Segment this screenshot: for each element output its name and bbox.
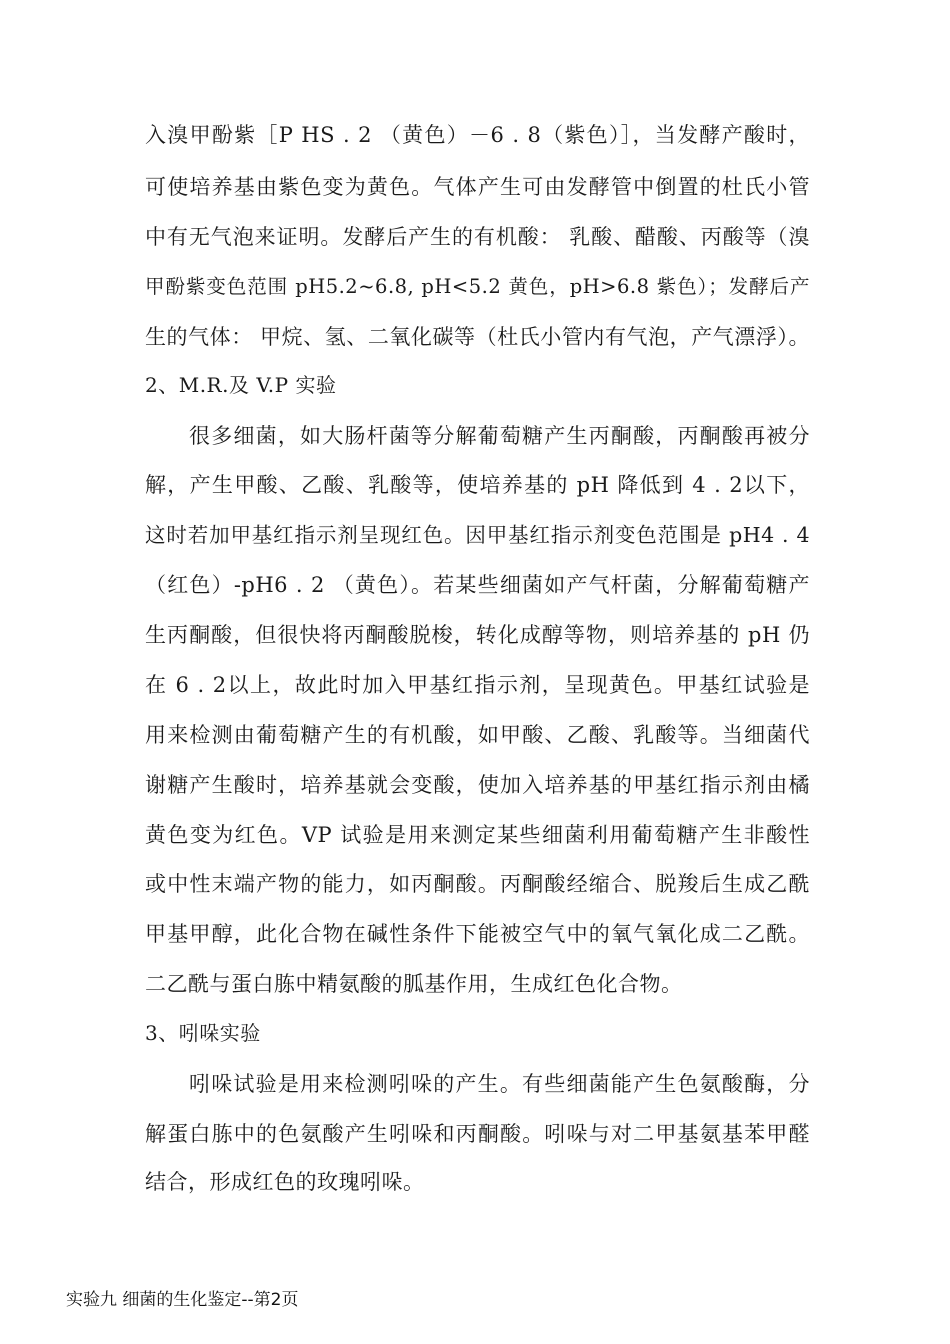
- section-heading-mr-vp: 2、M.R.及 V.P 实验: [145, 373, 337, 397]
- page-footer: 实验九 细菌的生化鉴定--第2页: [66, 1290, 299, 1310]
- paragraph-2-line-3: 这时若加甲基红指示剂呈现红色。因甲基红指示剂变色范围是 pH4 . 4: [145, 523, 810, 547]
- paragraph-2-line-1: 很多细菌，如大肠杆菌等分解葡萄糖产生丙酮酸，丙酮酸再被分: [189, 424, 810, 448]
- paragraph-2-line-7: 用来检测由葡萄糖产生的有机酸，如甲酸、乙酸、乳酸等。当细菌代: [145, 723, 810, 747]
- paragraph-1-line-1: 入溴甲酚紫［P HS . 2 （黄色）－6 . 8（紫色）］，当发酵产酸时，: [145, 123, 810, 147]
- section-heading-indole: 3、吲哚实验: [145, 1021, 261, 1045]
- paragraph-2-line-6: 在 6 . 2以上，故此时加入甲基红指示剂，呈现黄色。甲基红试验是: [145, 673, 810, 697]
- paragraph-3-line-2: 解蛋白胨中的色氨酸产生吲哚和丙酮酸。吲哚与对二甲基氨基苯甲醛: [145, 1122, 810, 1146]
- paragraph-2-line-8: 谢糖产生酸时，培养基就会变酸，使加入培养基的甲基红指示剂由橘: [145, 773, 810, 797]
- paragraph-1-line-4: 甲酚紫变色范围 pH5.2~6.8, pH<5.2 黄色，pH>6.8 紫色）；发酵后产: [145, 275, 810, 298]
- paragraph-2-line-10: 或中性末端产物的能力，如丙酮酸。丙酮酸经缩合、脱羧后生成乙酰: [145, 872, 810, 896]
- paragraph-1-line-3: 中有无气泡来证明。发酵后产生的有机酸： 乳酸、醋酸、丙酸等（溴: [145, 225, 810, 249]
- paragraph-1-line-5: 生的气体： 甲烷、氢、二氧化碳等（杜氏小管内有气泡，产气漂浮）。: [145, 325, 810, 349]
- paragraph-1-line-2: 可使培养基由紫色变为黄色。气体产生可由发酵管中倒置的杜氏小管: [145, 175, 810, 199]
- paragraph-2-line-11: 甲基甲醇，此化合物在碱性条件下能被空气中的氧气氧化成二乙酰。: [145, 922, 810, 946]
- paragraph-2-line-12: 二乙酰与蛋白胨中精氨酸的胍基作用，生成红色化合物。: [145, 972, 683, 996]
- paragraph-2-line-2: 解，产生甲酸、乙酸、乳酸等，使培养基的 pH 降低到 4 . 2以下，: [145, 473, 810, 497]
- paragraph-2-line-4: （红色）-pH6 . 2 （黄色）。若某些细菌如产气杆菌，分解葡萄糖产: [145, 573, 810, 597]
- paragraph-2-line-5: 生丙酮酸，但很快将丙酮酸脱梭，转化成醇等物，则培养基的 pH 仍: [145, 623, 810, 647]
- paragraph-3-line-1: 吲哚试验是用来检测吲哚的产生。有些细菌能产生色氨酸酶，分: [189, 1072, 810, 1096]
- paragraph-2-line-9: 黄色变为红色。VP 试验是用来测定某些细菌利用葡萄糖产生非酸性: [145, 823, 810, 847]
- paragraph-3-line-3: 结合，形成红色的玫瑰吲哚。: [145, 1170, 425, 1194]
